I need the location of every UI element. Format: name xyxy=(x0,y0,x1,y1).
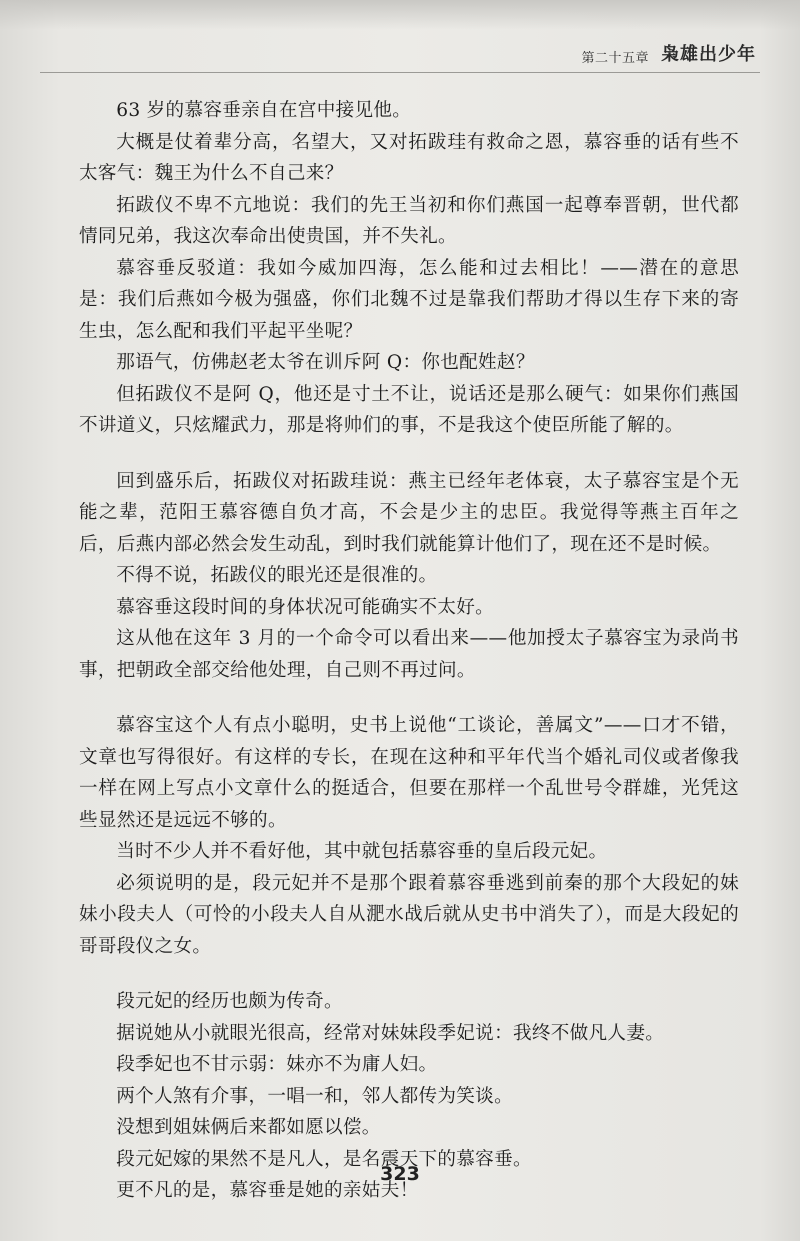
chapter-number: 第二十五章 xyxy=(581,51,649,66)
paragraph: 没想到姐妹俩后来都如愿以偿。 xyxy=(116,1117,381,1138)
paragraph: 两个人煞有介事，一唱一和，邻人都传为笑谈。 xyxy=(116,1085,513,1107)
header-rule xyxy=(40,72,760,73)
paragraph: 据说她从小就眼光很高，经常对妹妹段季妃说：我终不做凡人妻。 xyxy=(116,1022,665,1044)
paragraph: 那语气，仿佛赵老太爷在训斥阿 Q：你也配姓赵？ xyxy=(116,352,535,373)
chapter-title: 枭雄出少年 xyxy=(661,44,756,65)
paragraph: 63 岁的慕容垂亲自在宫中接见他。 xyxy=(116,100,412,121)
paragraph: 大概是仗着辈分高，名望大，又对拓跋珪有救命之恩，慕容垂的话有些不太客气：魏王为什么不自己来？ xyxy=(79,131,739,184)
paragraph: 段季妃也不甘示弱：妹亦不为庸人妇。 xyxy=(116,1054,438,1075)
paragraph: 慕容垂这段时间的身体状况可能确实不太好。 xyxy=(116,596,495,618)
page-top-shadow xyxy=(0,0,800,30)
page-number: 323 xyxy=(380,1163,420,1185)
running-header xyxy=(581,38,756,66)
paragraph: 拓跋仪不卑不亢地说：我们的先王当初和你们燕国一起尊奉晋朝，世代都情同兄弟，我这次奉命出使贵国，并不失礼。 xyxy=(79,194,739,247)
paragraph: 这从他在这年 3 月的一个命令可以看出来——他加授太子慕容宝为录尚书事，把朝政全部交给他处理，自己则不再过问。 xyxy=(79,628,739,681)
paragraph: 段元妃嫁的果然不是凡人，是名震天下的慕容垂。 xyxy=(116,1148,532,1170)
paragraph: 但拓跋仪不是阿 Q，他还是寸土不让，说话还是那么硬气：如果你们燕国不讲道义，只炫耀武力，那是将帅们的事，不是我这个使臣所能了解的。 xyxy=(79,383,739,436)
paragraph: 回到盛乐后，拓跋仪对拓跋珪说：燕主已经年老体衰，太子慕容宝是个无能之辈，范阳王慕容德自负才高，不会是少主的忠臣。我觉得等燕主百年之后，后燕内部必然会发生动乱，到时我们就能算计他们了，现在还不是时候。 xyxy=(79,470,739,555)
body-text xyxy=(79,95,739,1207)
paragraph: 慕容垂反驳道：我如今威加四海，怎么能和过去相比！——潜在的意思是：我们后燕如今极为强盛，你们北魏不过是靠我们帮助才得以生存下来的寄生虫，怎么配和我们平起平坐呢？ xyxy=(79,257,739,342)
paragraph: 更不凡的是，慕容垂是她的亲姑夫！ xyxy=(116,1180,419,1201)
paragraph: 不得不说，拓跋仪的眼光还是很准的。 xyxy=(116,565,438,586)
paragraph: 慕容宝这个人有点小聪明，史书上说他“工谈论，善属文”——口才不错，文章也写得很好。有这样的专长，在现在这种和平年代当个婚礼司仪或者像我一样在网上写点小文章什么的挺适合，但要在那样一个乱世号令群雄，光凭这些显然还是远远不够的。 xyxy=(79,715,739,831)
paragraph: 段元妃的经历也颇为传奇。 xyxy=(116,991,343,1012)
paragraph: 必须说明的是，段元妃并不是那个跟着慕容垂逃到前秦的那个大段妃的妹妹小段夫人（可怜的小段夫人自从淝水战后就从史书中消失了），而是大段妃的哥哥段仪之女。 xyxy=(79,872,739,957)
paragraph: 当时不少人并不看好他，其中就包括慕容垂的皇后段元妃。 xyxy=(116,841,608,862)
